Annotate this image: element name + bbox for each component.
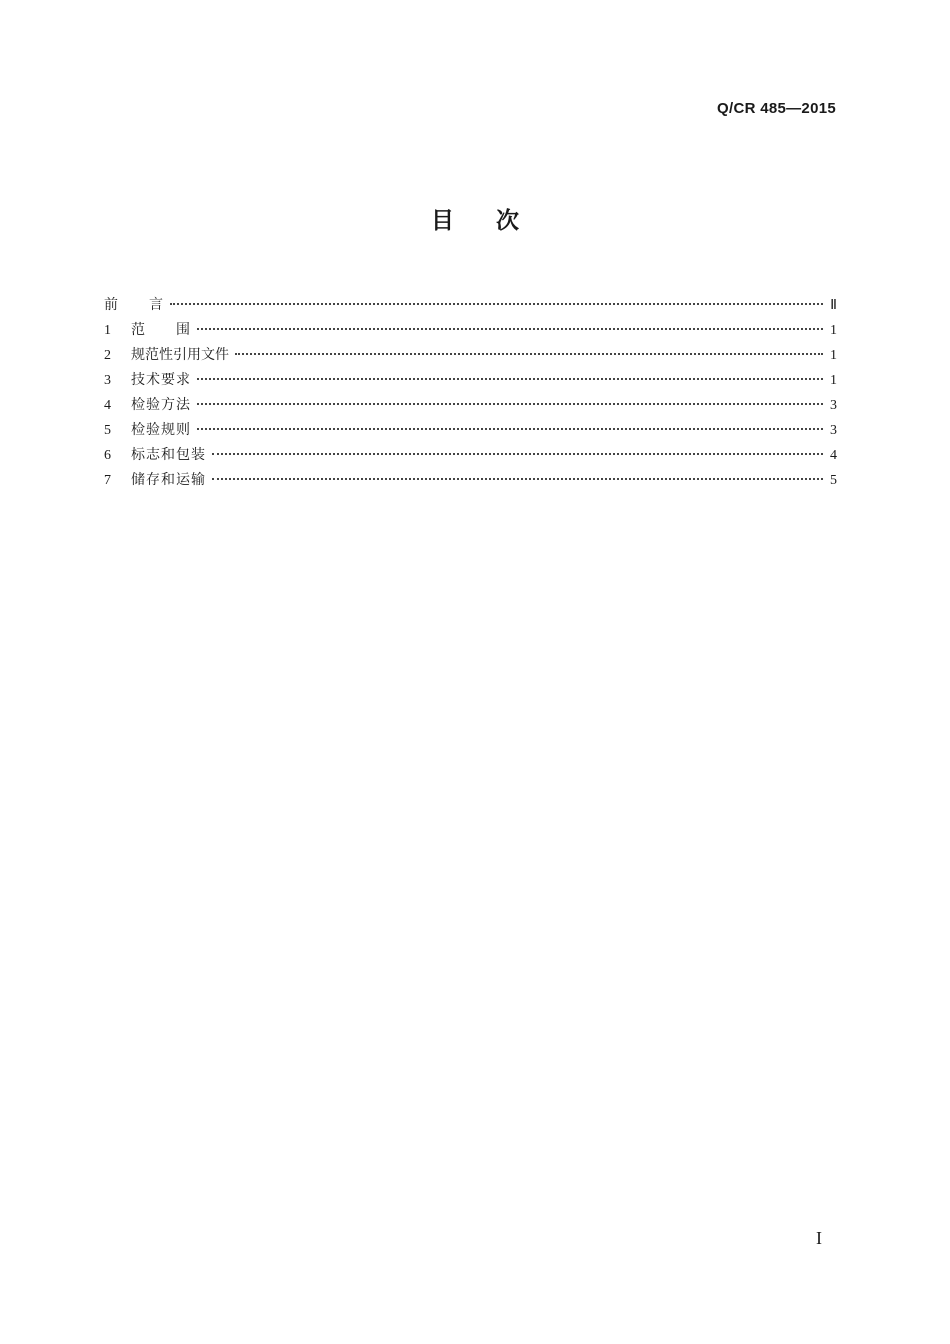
toc-entry-number: 3 (104, 373, 111, 388)
toc-entry-label: 技术要求 (131, 372, 191, 388)
page-title-char-1: 目 (431, 208, 454, 234)
toc-entry-label: 储存和运输 (131, 472, 206, 488)
toc-entry-page: 5 (830, 473, 837, 488)
toc-entry-storage-transport[interactable] (104, 468, 837, 493)
toc-leader-dots (197, 328, 823, 330)
toc-entry-number: 4 (104, 398, 111, 413)
toc-entry-number: 1 (104, 323, 111, 338)
toc-leader-dots (197, 428, 823, 430)
toc-entry-label: 标志和包装 (131, 447, 206, 463)
toc-entry-page: 4 (830, 448, 837, 463)
page-title-char-2: 次 (496, 208, 519, 234)
table-of-contents (104, 293, 837, 493)
toc-entry-test-methods[interactable] (104, 393, 837, 418)
toc-entry-label: 前 言 (104, 297, 164, 313)
toc-entry-number: 7 (104, 473, 111, 488)
toc-entry-technical-requirements[interactable] (104, 368, 837, 393)
toc-entry-label: 范 围 (131, 322, 191, 338)
toc-entry-label: 规范性引用文件 (131, 347, 229, 363)
toc-leader-dots (197, 378, 823, 380)
toc-entry-number: 5 (104, 423, 111, 438)
toc-entry-number: 6 (104, 448, 111, 463)
toc-entry-foreword[interactable] (104, 293, 837, 318)
toc-entry-marking-packaging[interactable] (104, 443, 837, 468)
toc-entry-page: 1 (830, 348, 837, 363)
toc-leader-dots (170, 303, 823, 305)
page-title (0, 202, 950, 235)
toc-entry-page: 3 (830, 423, 837, 438)
toc-leader-dots (197, 403, 823, 405)
toc-leader-dots (212, 478, 823, 480)
toc-entry-label: 检验规则 (131, 422, 191, 438)
toc-entry-inspection-rules[interactable] (104, 418, 837, 443)
toc-entry-page: 1 (830, 323, 837, 338)
toc-entry-normative-references[interactable] (104, 343, 837, 368)
toc-entry-page: 1 (830, 373, 837, 388)
toc-leader-dots (235, 353, 823, 355)
toc-entry-page: Ⅱ (830, 298, 837, 313)
toc-entry-number: 2 (104, 348, 111, 363)
toc-entry-label: 检验方法 (131, 397, 191, 413)
toc-leader-dots (212, 453, 823, 455)
toc-entry-page: 3 (830, 398, 837, 413)
toc-entry-scope[interactable] (104, 318, 837, 343)
page-number: I (816, 1228, 822, 1248)
standard-code: Q/CR 485—2015 (717, 100, 836, 117)
